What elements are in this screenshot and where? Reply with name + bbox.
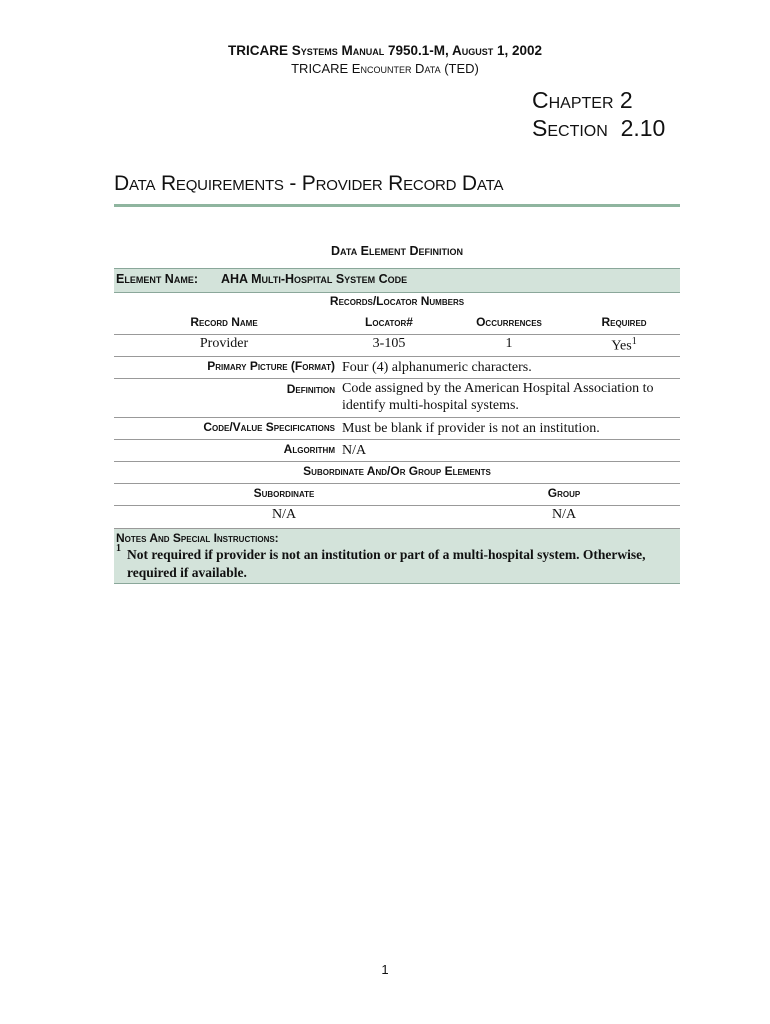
cell-locator: 3-105 <box>372 336 406 351</box>
col-subordinate: Subordinate <box>253 486 315 500</box>
subordinate-heading <box>114 462 680 484</box>
cell-required <box>584 336 664 355</box>
page-title: Data Requirements - Provider Record Data <box>114 172 504 195</box>
notes-box <box>114 529 680 584</box>
notes-heading: Notes And Special Instructions: <box>116 531 279 545</box>
note-number: 1 <box>116 543 121 554</box>
code-value-value: Must be blank if provider is not an institution. <box>342 421 600 436</box>
table-row <box>114 506 680 529</box>
chapter-label: Chapter 2 <box>532 87 633 113</box>
required-footnote-ref: 1 <box>631 336 637 347</box>
definition-row <box>114 379 680 418</box>
primary-picture-row <box>114 357 680 379</box>
records-column-headers <box>114 313 680 335</box>
code-value-row <box>114 418 680 440</box>
element-name-row <box>114 268 680 293</box>
algorithm-row <box>114 440 680 462</box>
col-record-name: Record Name <box>190 315 258 329</box>
code-value-label: Code/Value Specifications <box>203 420 335 434</box>
definition-label: Definition <box>286 382 335 396</box>
cell-group: N/A <box>551 507 577 522</box>
algorithm-label: Algorithm <box>283 442 335 456</box>
section-label: Section 2.10 <box>532 115 666 141</box>
primary-picture-label: Primary Picture (Format) <box>207 359 335 373</box>
cell-subordinate: N/A <box>271 507 297 522</box>
element-name-label: Element Name: <box>116 272 198 286</box>
records-heading <box>114 292 680 312</box>
title-rule <box>114 204 680 207</box>
col-locator: Locator# <box>365 315 413 329</box>
col-required: Required <box>601 315 647 329</box>
definition-heading: Data Element Definition <box>331 244 463 258</box>
subordinate-column-headers <box>114 484 680 506</box>
note-text: Not required if provider is not an institution or part of a multi-hospital system. Otherwise, required if available. <box>127 547 646 580</box>
definition-value: Code assigned by the American Hospital Association to identify multi-hospital systems. <box>342 381 654 413</box>
cell-record-name: Provider <box>199 336 249 351</box>
subordinate-heading-text: Subordinate And/Or Group Elements <box>303 464 491 478</box>
manual-header: TRICARE Systems Manual 7950.1-M, August 1, 2002 <box>227 43 543 58</box>
manual-subheader: TRICARE Encounter Data (TED) <box>291 61 479 76</box>
primary-picture-value: Four (4) alphanumeric characters. <box>342 360 532 375</box>
records-heading-text: Records/Locator Numbers <box>329 294 465 308</box>
table-row <box>114 335 680 357</box>
chapter-block <box>532 86 665 142</box>
col-occurrences: Occurrences <box>476 315 542 329</box>
required-value: Yes <box>611 338 632 354</box>
algorithm-value: N/A <box>342 443 367 458</box>
element-name-value: AHA Multi-Hospital System Code <box>221 272 408 286</box>
page-number: 1 <box>381 962 389 977</box>
col-group: Group <box>547 486 581 500</box>
cell-occurrences: 1 <box>505 336 513 351</box>
